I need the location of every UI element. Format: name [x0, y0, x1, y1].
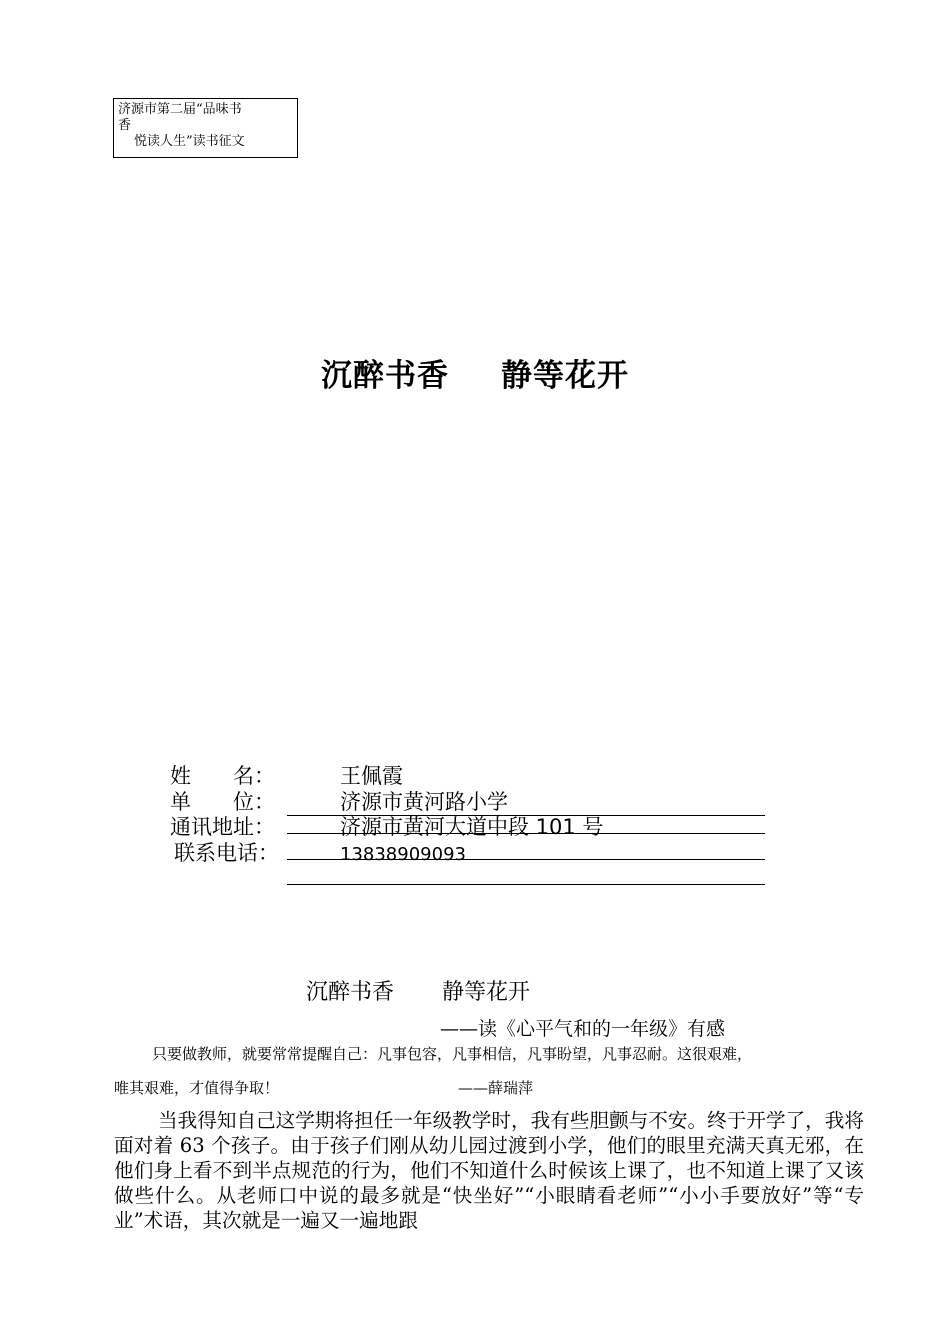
essay-title-part1: 沉醉书香 — [306, 980, 395, 1005]
cover-title-part2: 静等花开 — [501, 358, 629, 394]
name-value: 王佩霞 — [340, 764, 403, 788]
epigraph-author: ——薛瑞萍 — [458, 1079, 534, 1097]
essay-title-part2: 静等花开 — [442, 980, 531, 1005]
address-value: 济源市黄河大道中段 101 号 — [340, 815, 604, 839]
epigraph-line1: 只要做教师，就要常常提醒自己：凡事包容，凡事相信，凡事盼望，凡事忍耐。这很艰难， — [152, 1045, 753, 1063]
epigraph-line2: 唯其艰难，才值得争取！ — [114, 1079, 280, 1097]
essay-paragraph-text: 当我得知自己这学期将担任一年级教学时，我有些胆颤与不安。终于开学了，我将面对着 63 个孩子。由于孩子们刚从幼儿园过渡到小学，他们的眼里充满天真无邪，在他们身上看不到半点规范的行为，他们不知道什么时候该上课了，也不知道上课了又该做些什么。从老师口中说的最多就是“快坐好”“小眼睛看老师”“小小手要放好”等“专业”术语，其次就是一遍又一遍地跟 — [114, 1109, 864, 1232]
address-underline — [287, 833, 765, 834]
name-label: 姓 名： — [170, 764, 275, 788]
contest-label-box — [113, 98, 298, 158]
essay-title — [306, 975, 530, 1006]
unit-label: 单 位： — [170, 790, 275, 814]
unit-value: 济源市黄河路小学 — [340, 790, 508, 814]
contest-label-line2: 香 — [118, 118, 132, 133]
contest-label-line3: 悦读人生”读书征文 — [134, 134, 245, 149]
blank-underline — [287, 884, 765, 885]
cover-title — [0, 350, 950, 395]
phone-underline — [287, 859, 765, 860]
essay-paragraph — [114, 1108, 864, 1233]
cover-title-part1: 沉醉书香 — [321, 358, 449, 394]
address-label: 通讯地址： — [170, 815, 275, 839]
phone-label: 联系电话： — [174, 841, 279, 865]
phone-value: 13838909093 — [340, 844, 466, 865]
contest-label-line1: 济源市第二届“品味书 — [118, 102, 242, 117]
essay-subtitle: ——读《心平气和的一年级》有感 — [440, 1018, 726, 1040]
